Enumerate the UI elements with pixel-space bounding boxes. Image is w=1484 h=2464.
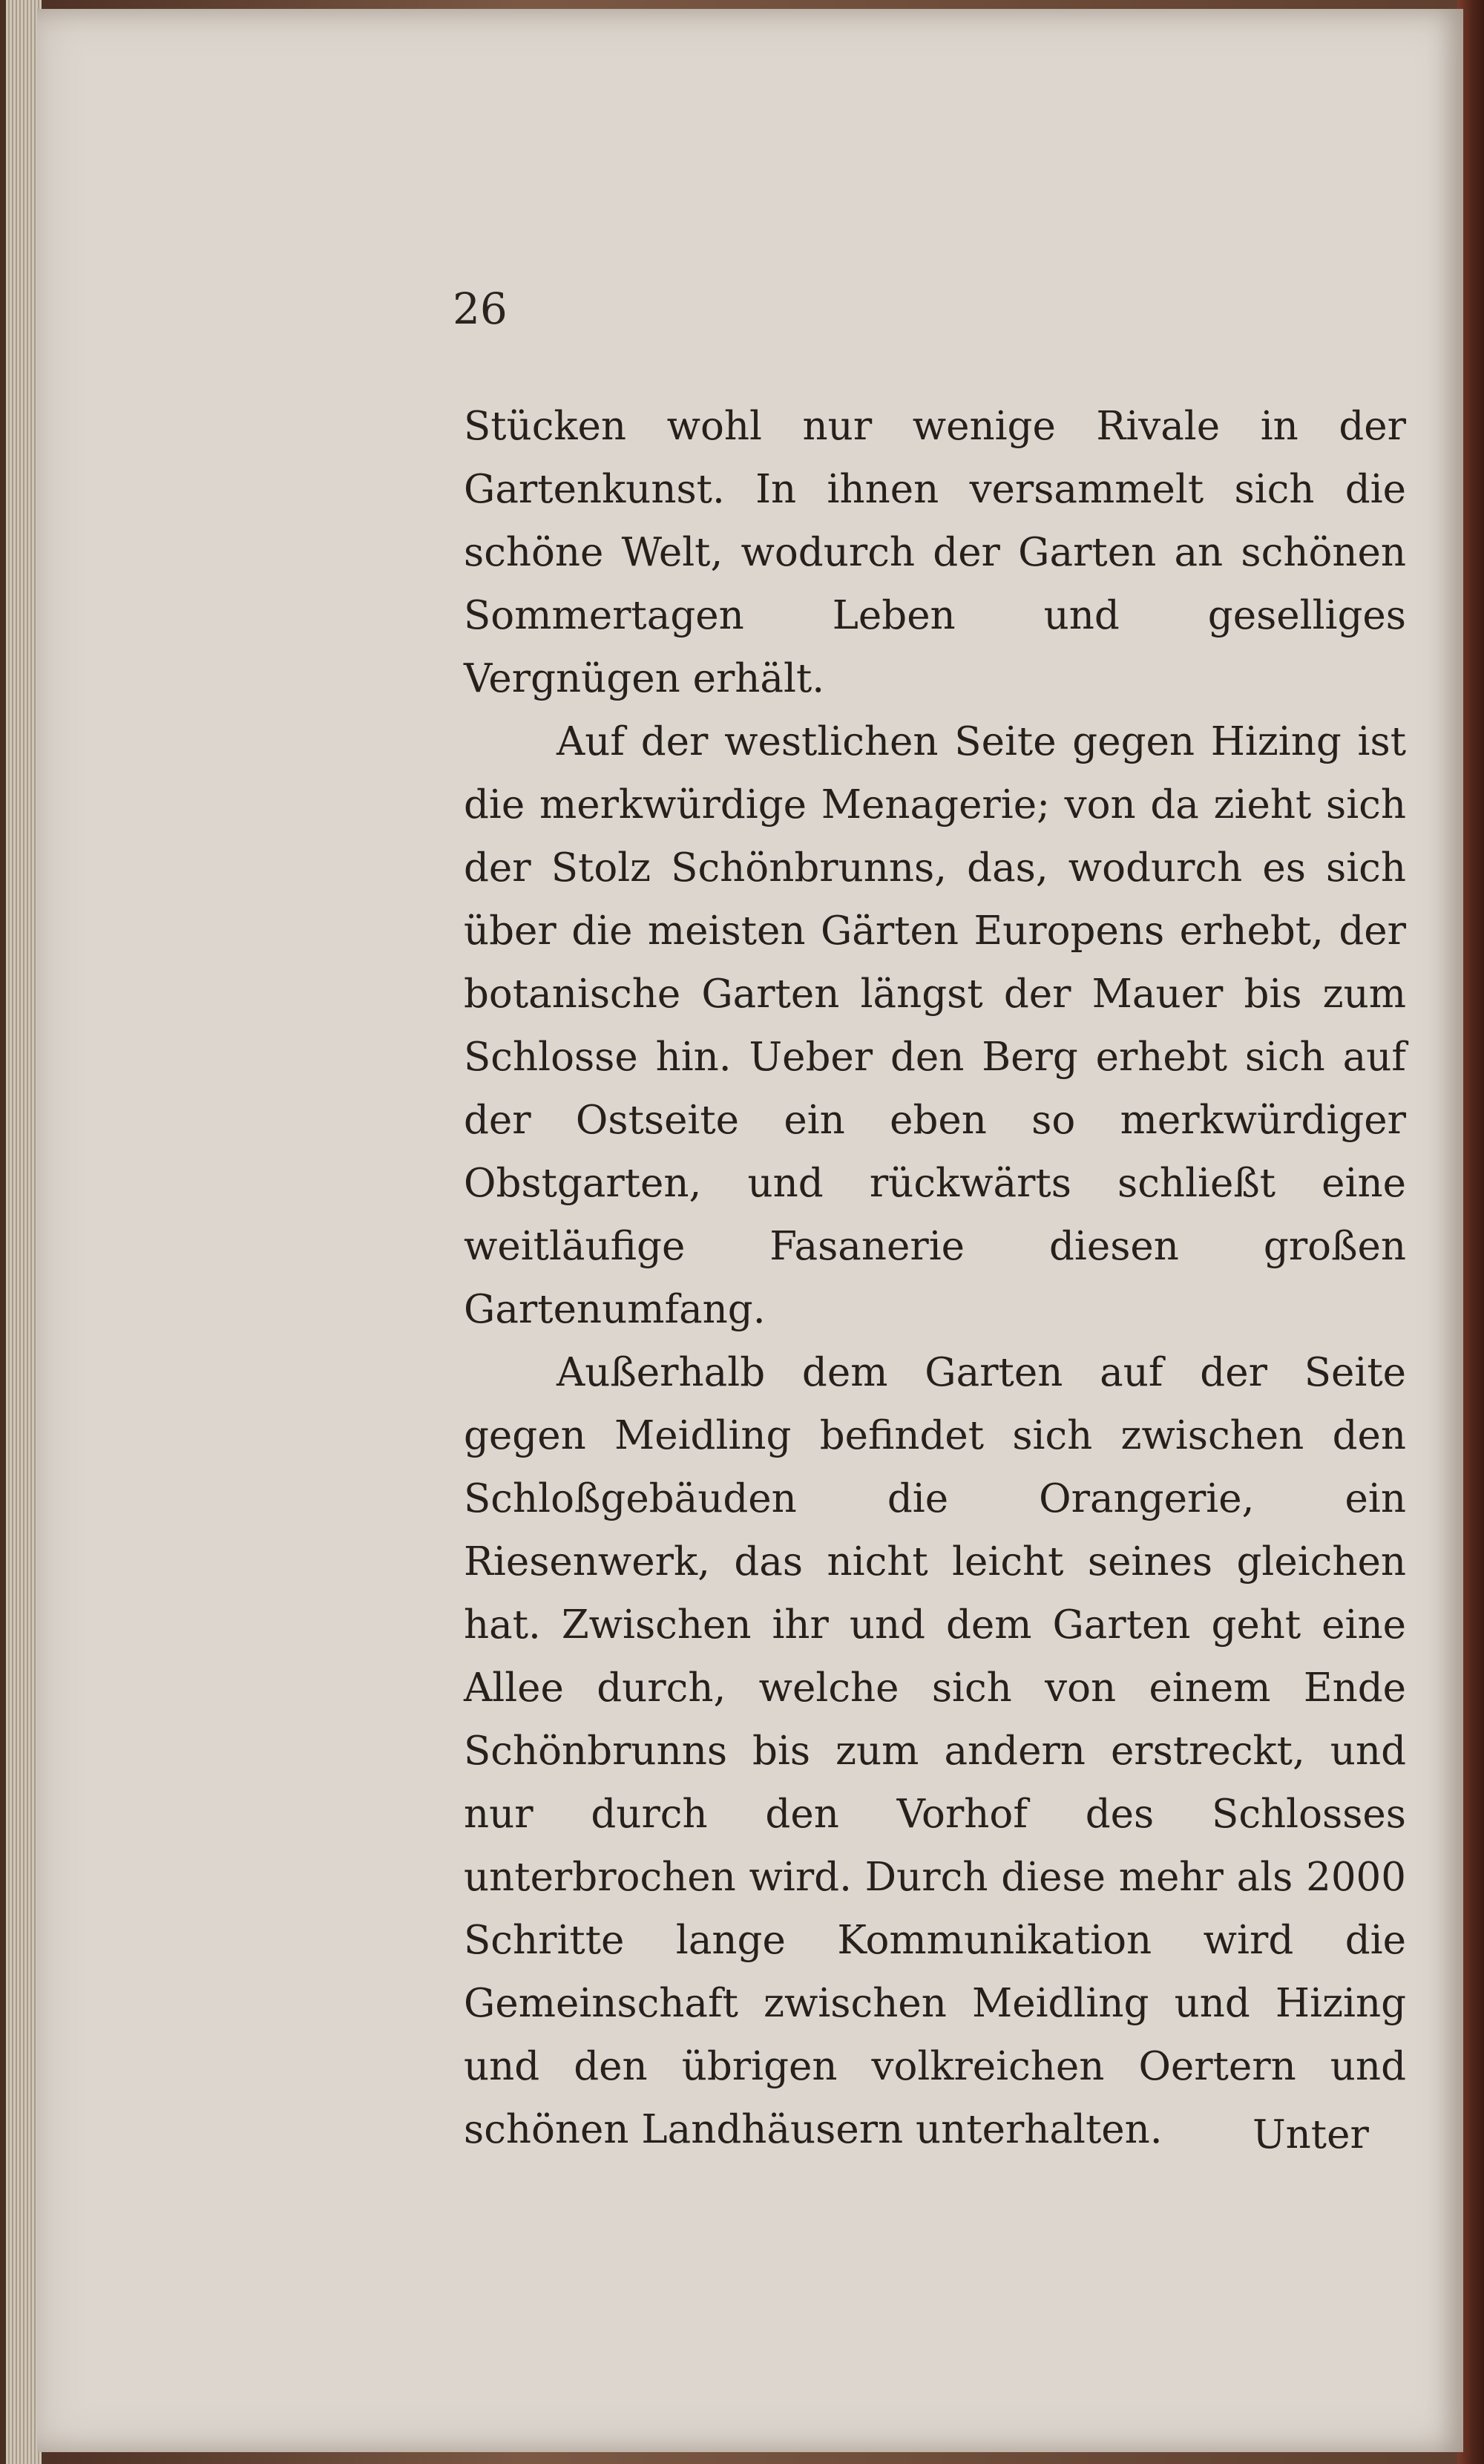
book-page (37, 9, 1463, 2452)
page-edges (6, 0, 42, 2464)
body-text (464, 395, 1406, 2161)
page-number: 26 (453, 284, 508, 334)
paragraph-continuation: Stücken wohl nur wenige Rivale in der Gartenkunst. In ihnen versammelt sich die schöne Welt, wodurch der Garten an schönen Sommertagen Leben und geselliges Vergnügen erhält. (464, 404, 1406, 701)
paragraph-west-side: Auf der westlichen Seite gegen Hizing ist die merkwürdige Menagerie; von da zieht sich der Stolz Schönbrunns, das, wodurch es sich über die meisten Gärten Europens erhebt, der botanische Garten längst der Mauer bis zum Schlosse hin. Ueber den Berg erhebt sich auf der Ostseite ein eben so merkwürdiger Obstgarten, und rückwärts schließt eine weitläufige Fasanerie diesen großen Gartenumfang. (464, 719, 1406, 1332)
paragraph-orangery: Außerhalb dem Garten auf der Seite gegen Meidling befindet sich zwischen den Schloßgebäuden die Orangerie, ein Riesenwerk, das nicht leicht seines gleichen hat. Zwischen ihr und dem Garten geht eine Allee durch, welche sich von einem Ende Schönbrunns bis zum andern erstreckt, und nur durch den Vorhof des Schlosses unterbrochen wird. Durch diese mehr als 2000 Schritte lange Kommunikation wird die Gemeinschaft zwischen Meidling und Hizing und den übrigen volkreichen Oertern und schönen Landhäusern unterhalten. (464, 1350, 1406, 2152)
catchword: Unter (1252, 2112, 1369, 2157)
